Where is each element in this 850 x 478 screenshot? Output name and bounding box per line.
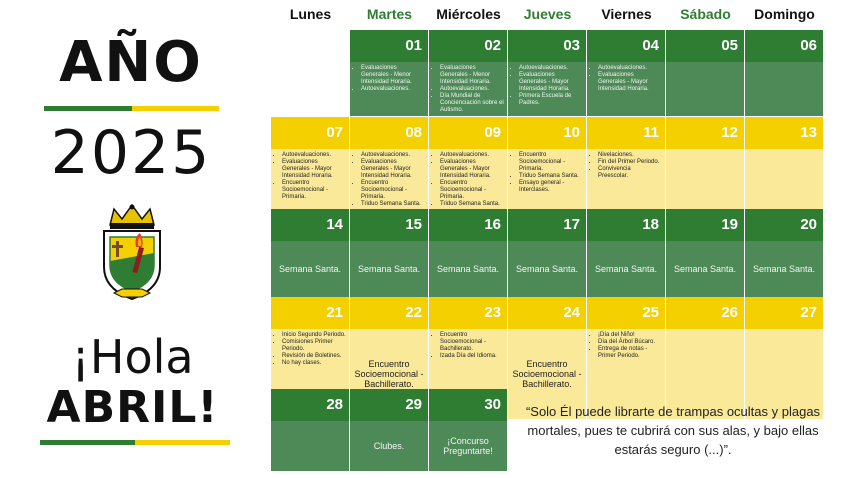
event-item: • Evaluaciones Generales - Mayor Intensidad Horaria. — [519, 72, 583, 93]
day-number: 07 — [271, 117, 349, 149]
event-list — [511, 65, 583, 107]
event-list — [590, 332, 662, 360]
event-list — [353, 65, 425, 93]
day-number: 23 — [429, 297, 507, 329]
day-number: 03 — [508, 30, 586, 62]
event-list — [432, 152, 504, 208]
event-list — [432, 65, 504, 114]
day-number: 12 — [666, 117, 744, 149]
day-header-jueves: Jueves — [523, 6, 572, 22]
day-header-martes: Martes — [366, 6, 413, 22]
day-cell-17 — [508, 209, 587, 297]
event-item: • Encuentro Socioemocional - Primaria. — [361, 180, 425, 201]
event-text: Semana Santa. — [436, 264, 500, 274]
year-word: AÑO — [59, 30, 203, 95]
stripe-top — [44, 106, 219, 111]
event-item: • Evaluaciones Generales - Menor Intensidad Horaria. — [440, 65, 504, 86]
event-text: Semana Santa. — [515, 264, 579, 274]
event-item: • Evaluaciones Generales - Mayor Intensidad Horaria. — [282, 159, 346, 180]
event-list — [590, 152, 662, 180]
day-number: 26 — [666, 297, 744, 329]
day-cell-28 — [271, 389, 350, 471]
abril-text: ABRIL! — [46, 382, 219, 433]
day-cell-24 — [508, 297, 587, 419]
day-events — [666, 241, 744, 297]
event-item: • Nivelaciones. — [598, 152, 662, 159]
event-item: • Autoevaluaciones. — [361, 86, 425, 93]
day-events — [587, 241, 665, 297]
event-item: • Encuentro Socioemocional - Bachillerato. — [440, 332, 504, 353]
event-item: • Evaluaciones Generales - Mayor Intensidad Horaria. — [361, 159, 425, 180]
day-number: 15 — [350, 209, 428, 241]
day-events — [429, 421, 507, 471]
event-item: • Autoevaluaciones. — [440, 152, 504, 159]
bible-quote: “Solo Él puede librarte de trampas ocultas y plagas mortales, pues te cubrirá con sus alas, y bajo ellas estarás seguro (...)”. — [525, 404, 821, 457]
day-number: 05 — [666, 30, 744, 62]
day-cell-19 — [666, 209, 745, 297]
event-item: • Evaluaciones Generales - Mayor Intensidad Horaria. — [440, 159, 504, 180]
day-header-domingo: Domingo — [754, 6, 815, 22]
day-events — [350, 241, 428, 297]
day-events — [666, 62, 744, 116]
event-item: • Encuentro Socioemocional - Primaria. — [282, 180, 346, 201]
event-item: • Autoevaluaciones. — [598, 65, 662, 72]
day-number: 18 — [587, 209, 665, 241]
day-number: 13 — [745, 117, 823, 149]
event-item: • Primera Escuela de Padres. — [519, 93, 583, 107]
event-text: ¡Concurso Preguntarte! — [443, 436, 493, 456]
event-item: • Convivencia Preescolar. — [598, 166, 662, 180]
event-text: Semana Santa. — [673, 264, 737, 274]
event-item: • Autoevaluaciones. — [361, 152, 425, 159]
day-number: 24 — [508, 297, 586, 329]
day-events — [271, 241, 349, 297]
day-cell-01 — [350, 30, 429, 116]
event-item: • Día Mundial de Concienciación sobre el Autismo. — [440, 93, 504, 114]
event-item: • Inicio Segundo Periodo. — [282, 332, 346, 339]
event-text: Semana Santa. — [752, 264, 816, 274]
event-text: Semana Santa. — [278, 264, 342, 274]
hola-text: ¡Hola — [71, 330, 194, 384]
day-events — [745, 241, 823, 297]
event-item: • Día del Árbol Búcaro. — [598, 339, 662, 346]
event-item: • Entrega de notas - Primer Periodo. — [598, 346, 662, 360]
day-events — [350, 62, 428, 116]
day-number: 28 — [271, 389, 349, 421]
event-item: • Encuentro Socioemocional - Primaria. — [519, 152, 583, 173]
event-item: • Izada Día del Idioma. — [440, 353, 504, 360]
event-item: • Encuentro Socioemocional - Primaria. — [440, 180, 504, 201]
event-list — [274, 152, 346, 201]
day-cell-14 — [271, 209, 350, 297]
event-list — [590, 65, 662, 93]
event-item: • No hay clases. — [282, 360, 346, 367]
day-number: 06 — [745, 30, 823, 62]
day-cell-27 — [745, 297, 824, 419]
event-list — [511, 152, 583, 194]
event-item: • Revisión de Boletines. — [282, 353, 346, 360]
event-list — [353, 152, 425, 208]
event-text: Semana Santa. — [357, 264, 421, 274]
school-crest-logo — [96, 203, 168, 303]
day-number: 19 — [666, 209, 744, 241]
day-number: 29 — [350, 389, 428, 421]
day-header-viernes: Viernes — [601, 6, 652, 22]
event-text: Semana Santa. — [594, 264, 658, 274]
event-text: Encuentro Socioemocional - Bachillerato. — [354, 359, 424, 389]
day-number: 04 — [587, 30, 665, 62]
day-number: 09 — [429, 117, 507, 149]
day-events — [508, 62, 586, 116]
event-item: • Autoevaluaciones. — [519, 65, 583, 72]
event-item: • Autoevaluaciones. — [282, 152, 346, 159]
day-header-lunes: Lunes — [289, 6, 332, 22]
day-cell-15 — [350, 209, 429, 297]
day-number: 02 — [429, 30, 507, 62]
day-cell-26 — [666, 297, 745, 419]
event-text: Clubes. — [373, 441, 405, 451]
event-item: • Ensayo general - Interclases. — [519, 180, 583, 194]
event-list — [274, 332, 346, 367]
day-cell-29 — [350, 389, 429, 471]
day-header-sábado: Sábado — [680, 6, 731, 22]
day-cell-03 — [508, 30, 587, 116]
day-cell-05 — [666, 30, 745, 116]
day-events — [429, 241, 507, 297]
day-number: 30 — [429, 389, 507, 421]
title-panel — [0, 0, 262, 478]
day-number: 27 — [745, 297, 823, 329]
day-number: 01 — [350, 30, 428, 62]
stripe-bottom — [40, 440, 230, 445]
day-cell-16 — [429, 209, 508, 297]
day-events — [508, 241, 586, 297]
day-cell-25 — [587, 297, 666, 419]
day-cell-02 — [429, 30, 508, 116]
day-number: 17 — [508, 209, 586, 241]
day-number: 16 — [429, 209, 507, 241]
day-number: 21 — [271, 297, 349, 329]
day-events — [350, 421, 428, 471]
day-number: 10 — [508, 117, 586, 149]
day-number: 20 — [745, 209, 823, 241]
day-cell-20 — [745, 209, 824, 297]
event-item: • Evaluaciones Generales - Mayor Intensidad Horaria. — [598, 72, 662, 93]
event-item: • Fin del Primer Periodo. — [598, 159, 662, 166]
day-events — [429, 62, 507, 116]
day-number: 25 — [587, 297, 665, 329]
event-item: • Triduo Semana Santa. — [519, 173, 583, 180]
day-number: 08 — [350, 117, 428, 149]
day-cell-04 — [587, 30, 666, 116]
event-item: • Comisiones Primer Periodo. — [282, 339, 346, 353]
day-events — [745, 62, 823, 116]
day-cell-18 — [587, 209, 666, 297]
day-events — [587, 62, 665, 116]
event-item: • Triduo Semana Santa. — [440, 201, 504, 208]
day-header-miércoles: Miércoles — [436, 6, 501, 22]
event-item: • ¡Día del Niño! — [598, 332, 662, 339]
day-cell-30 — [429, 389, 508, 471]
day-events — [271, 421, 349, 471]
event-text: Encuentro Socioemocional - Bachillerato. — [512, 359, 582, 389]
day-number: 14 — [271, 209, 349, 241]
event-item: • Evaluaciones Generales - Menor Intensidad Horaria. — [361, 65, 425, 86]
event-list — [432, 332, 504, 360]
year-number: 2025 — [50, 118, 212, 188]
event-item: • Autoevaluaciones. — [440, 86, 504, 93]
event-item: • Triduo Semana Santa. — [361, 201, 425, 208]
day-number: 22 — [350, 297, 428, 329]
day-cell-06 — [745, 30, 824, 116]
day-number: 11 — [587, 117, 665, 149]
